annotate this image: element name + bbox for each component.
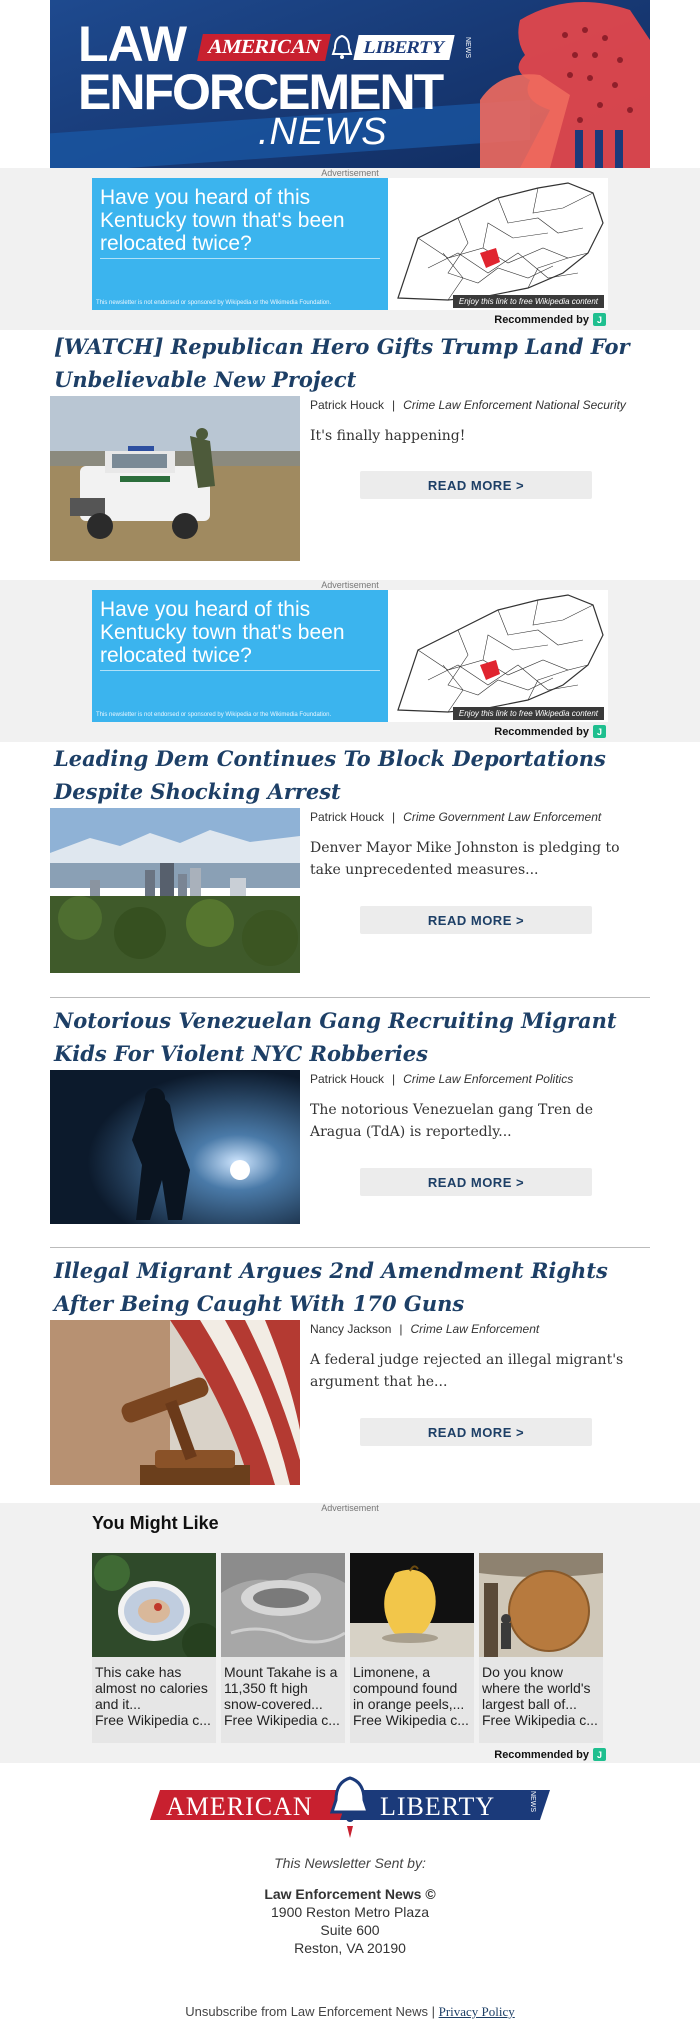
article-thumbnail[interactable] [50,808,300,973]
patriot-silhouette-icon [480,0,650,168]
read-more-button[interactable]: READ MORE > [360,1168,592,1196]
article-categories[interactable]: Crime Law Enforcement National Security [403,398,626,412]
article-card [50,1254,650,1494]
card-image [479,1553,603,1657]
footer-address [0,1885,700,1957]
unsubscribe-link[interactable]: Unsubscribe from Law Enforcement News | [185,2004,439,2019]
liberty-bell-icon [328,32,356,62]
card-text: Do you know where the world's largest ball of... [482,1664,591,1712]
article-title[interactable]: [WATCH] Republican Hero Gifts Trump Land For Unbelievable New Project [54,334,630,392]
article-author[interactable]: Patrick Houck [310,810,385,824]
article-title[interactable]: Notorious Venezuelan Gang Recruiting Migrant Kids For Violent NYC Robberies [54,1008,617,1066]
card-source: Free Wikipedia c... [482,1712,598,1728]
article-title[interactable]: Leading Dem Continues To Block Deportations Despite Shocking Arrest [54,746,606,804]
recommendation-card[interactable] [92,1553,216,1743]
read-more-button[interactable]: READ MORE > [360,1418,592,1446]
footer-logo-liberty: LIBERTY [380,1792,496,1821]
jeeng-logo-icon: J [593,1748,606,1761]
article-excerpt: It's finally happening! [310,428,466,444]
recommended-by[interactable] [494,313,606,326]
address-line-1: 1900 Reston Metro Plaza [271,1904,429,1920]
ad-disclaimer: This newsletter is not endorsed or sponsored by Wikipedia or the Wikimedia Foundation. [96,300,332,306]
ad-card[interactable] [92,590,608,722]
read-more-button[interactable]: READ MORE > [360,471,592,499]
divider [50,997,650,998]
org-name: Law Enforcement News © [264,1886,436,1902]
recommended-by-label: Recommended by [494,313,589,326]
recommended-by[interactable] [494,725,606,738]
jeeng-logo-icon: J [593,725,606,738]
card-text: Limonene, a compound found in orange peels,... [353,1664,465,1712]
recommended-by-label: Recommended by [494,725,589,738]
article-meta: Patrick Houck | Crime Law Enforcement National Security [310,398,626,412]
article-categories[interactable]: Crime Law Enforcement Politics [403,1072,574,1086]
ad-label: Advertisement [321,168,379,178]
article-categories[interactable]: Crime Government Law Enforcement [403,810,602,824]
article-categories[interactable]: Crime Law Enforcement [410,1322,540,1336]
recommendation-card[interactable] [221,1553,345,1743]
privacy-policy-link[interactable]: Privacy Policy [438,2004,515,2019]
ad-disclaimer: This newsletter is not endorsed or sponsored by Wikipedia or the Wikimedia Foundation. [96,712,332,718]
footer-unsubscribe [0,2004,700,2020]
newsletter-sent-by: This Newsletter Sent by: [274,1855,426,1871]
footer-logo-american: AMERICAN [166,1792,313,1821]
ad-headline: Have you heard of this Kentucky town that's been relocated twice? [100,598,345,667]
recommendation-card[interactable] [479,1553,603,1743]
article-card [50,1004,650,1244]
article-meta: Patrick Houck | Crime Government Law Enforcement [310,810,602,824]
ad-block-1 [0,168,700,330]
footer-logo[interactable] [150,1772,550,1842]
article-thumbnail[interactable] [50,1320,300,1485]
ad-cta[interactable]: Enjoy this link to free Wikipedia content [453,295,604,308]
article-thumbnail[interactable] [50,396,300,561]
article-excerpt: Denver Mayor Mike Johnston is pledging to take unprecedented measures... [310,840,620,878]
ad-card[interactable] [92,178,608,310]
article-author[interactable]: Patrick Houck [310,398,385,412]
american-liberty-tag [200,32,478,62]
ad-block-2 [0,580,700,742]
you-might-like-section [0,1503,700,1763]
footer-logo-news: NEWS [529,1791,536,1812]
ad-label: Advertisement [321,580,379,590]
brand-title-news: .NEWS [258,111,388,153]
jeeng-logo-icon: J [593,313,606,326]
article-title[interactable]: Illegal Migrant Argues 2nd Amendment Rights After Being Caught With 170 Guns [54,1258,608,1316]
article-meta: Patrick Houck | Crime Law Enforcement Politics [310,1072,574,1086]
kentucky-map-icon [388,178,608,310]
brand-title-law: LAW [78,16,187,72]
recommended-by[interactable] [494,1748,606,1761]
american-label: AMERICAN [197,34,331,61]
read-more-button[interactable]: READ MORE > [360,906,592,934]
header-banner[interactable] [50,0,650,168]
card-source: Free Wikipedia c... [353,1712,469,1728]
article-thumbnail[interactable] [50,1070,300,1224]
you-might-like-title: You Might Like [92,1513,219,1533]
card-source: Free Wikipedia c... [95,1712,211,1728]
card-image [221,1553,345,1657]
card-text: This cake has almost no calories and it... [95,1664,208,1712]
recommended-by-label: Recommended by [494,1748,589,1761]
article-card [50,742,650,982]
recommendation-card[interactable] [350,1553,474,1743]
address-line-3: Reston, VA 20190 [294,1940,406,1956]
card-image [350,1553,474,1657]
brand-title-enforcement: ENFORCEMENT [78,64,443,120]
kentucky-map-icon [388,590,608,722]
card-source: Free Wikipedia c... [224,1712,340,1728]
article-card [50,330,650,570]
article-excerpt: A federal judge rejected an illegal migrant's argument that he... [310,1352,624,1390]
address-line-2: Suite 600 [320,1922,380,1938]
article-author[interactable]: Nancy Jackson [310,1322,392,1336]
card-text: Mount Takahe is a 11,350 ft high snow-covered... [224,1664,338,1712]
liberty-label: LIBERTY [354,35,456,60]
card-image [92,1553,216,1657]
ad-headline: Have you heard of this Kentucky town that's been relocated twice? [100,186,345,255]
divider [50,1247,650,1248]
ad-label: Advertisement [321,1503,379,1513]
article-excerpt: The notorious Venezuelan gang Tren de Aragua (TdA) is reportedly... [310,1102,593,1140]
article-author[interactable]: Patrick Houck [310,1072,385,1086]
article-meta: Nancy Jackson | Crime Law Enforcement [310,1322,540,1336]
news-mini-label: NEWS [463,36,471,58]
ad-cta[interactable]: Enjoy this link to free Wikipedia content [453,707,604,720]
